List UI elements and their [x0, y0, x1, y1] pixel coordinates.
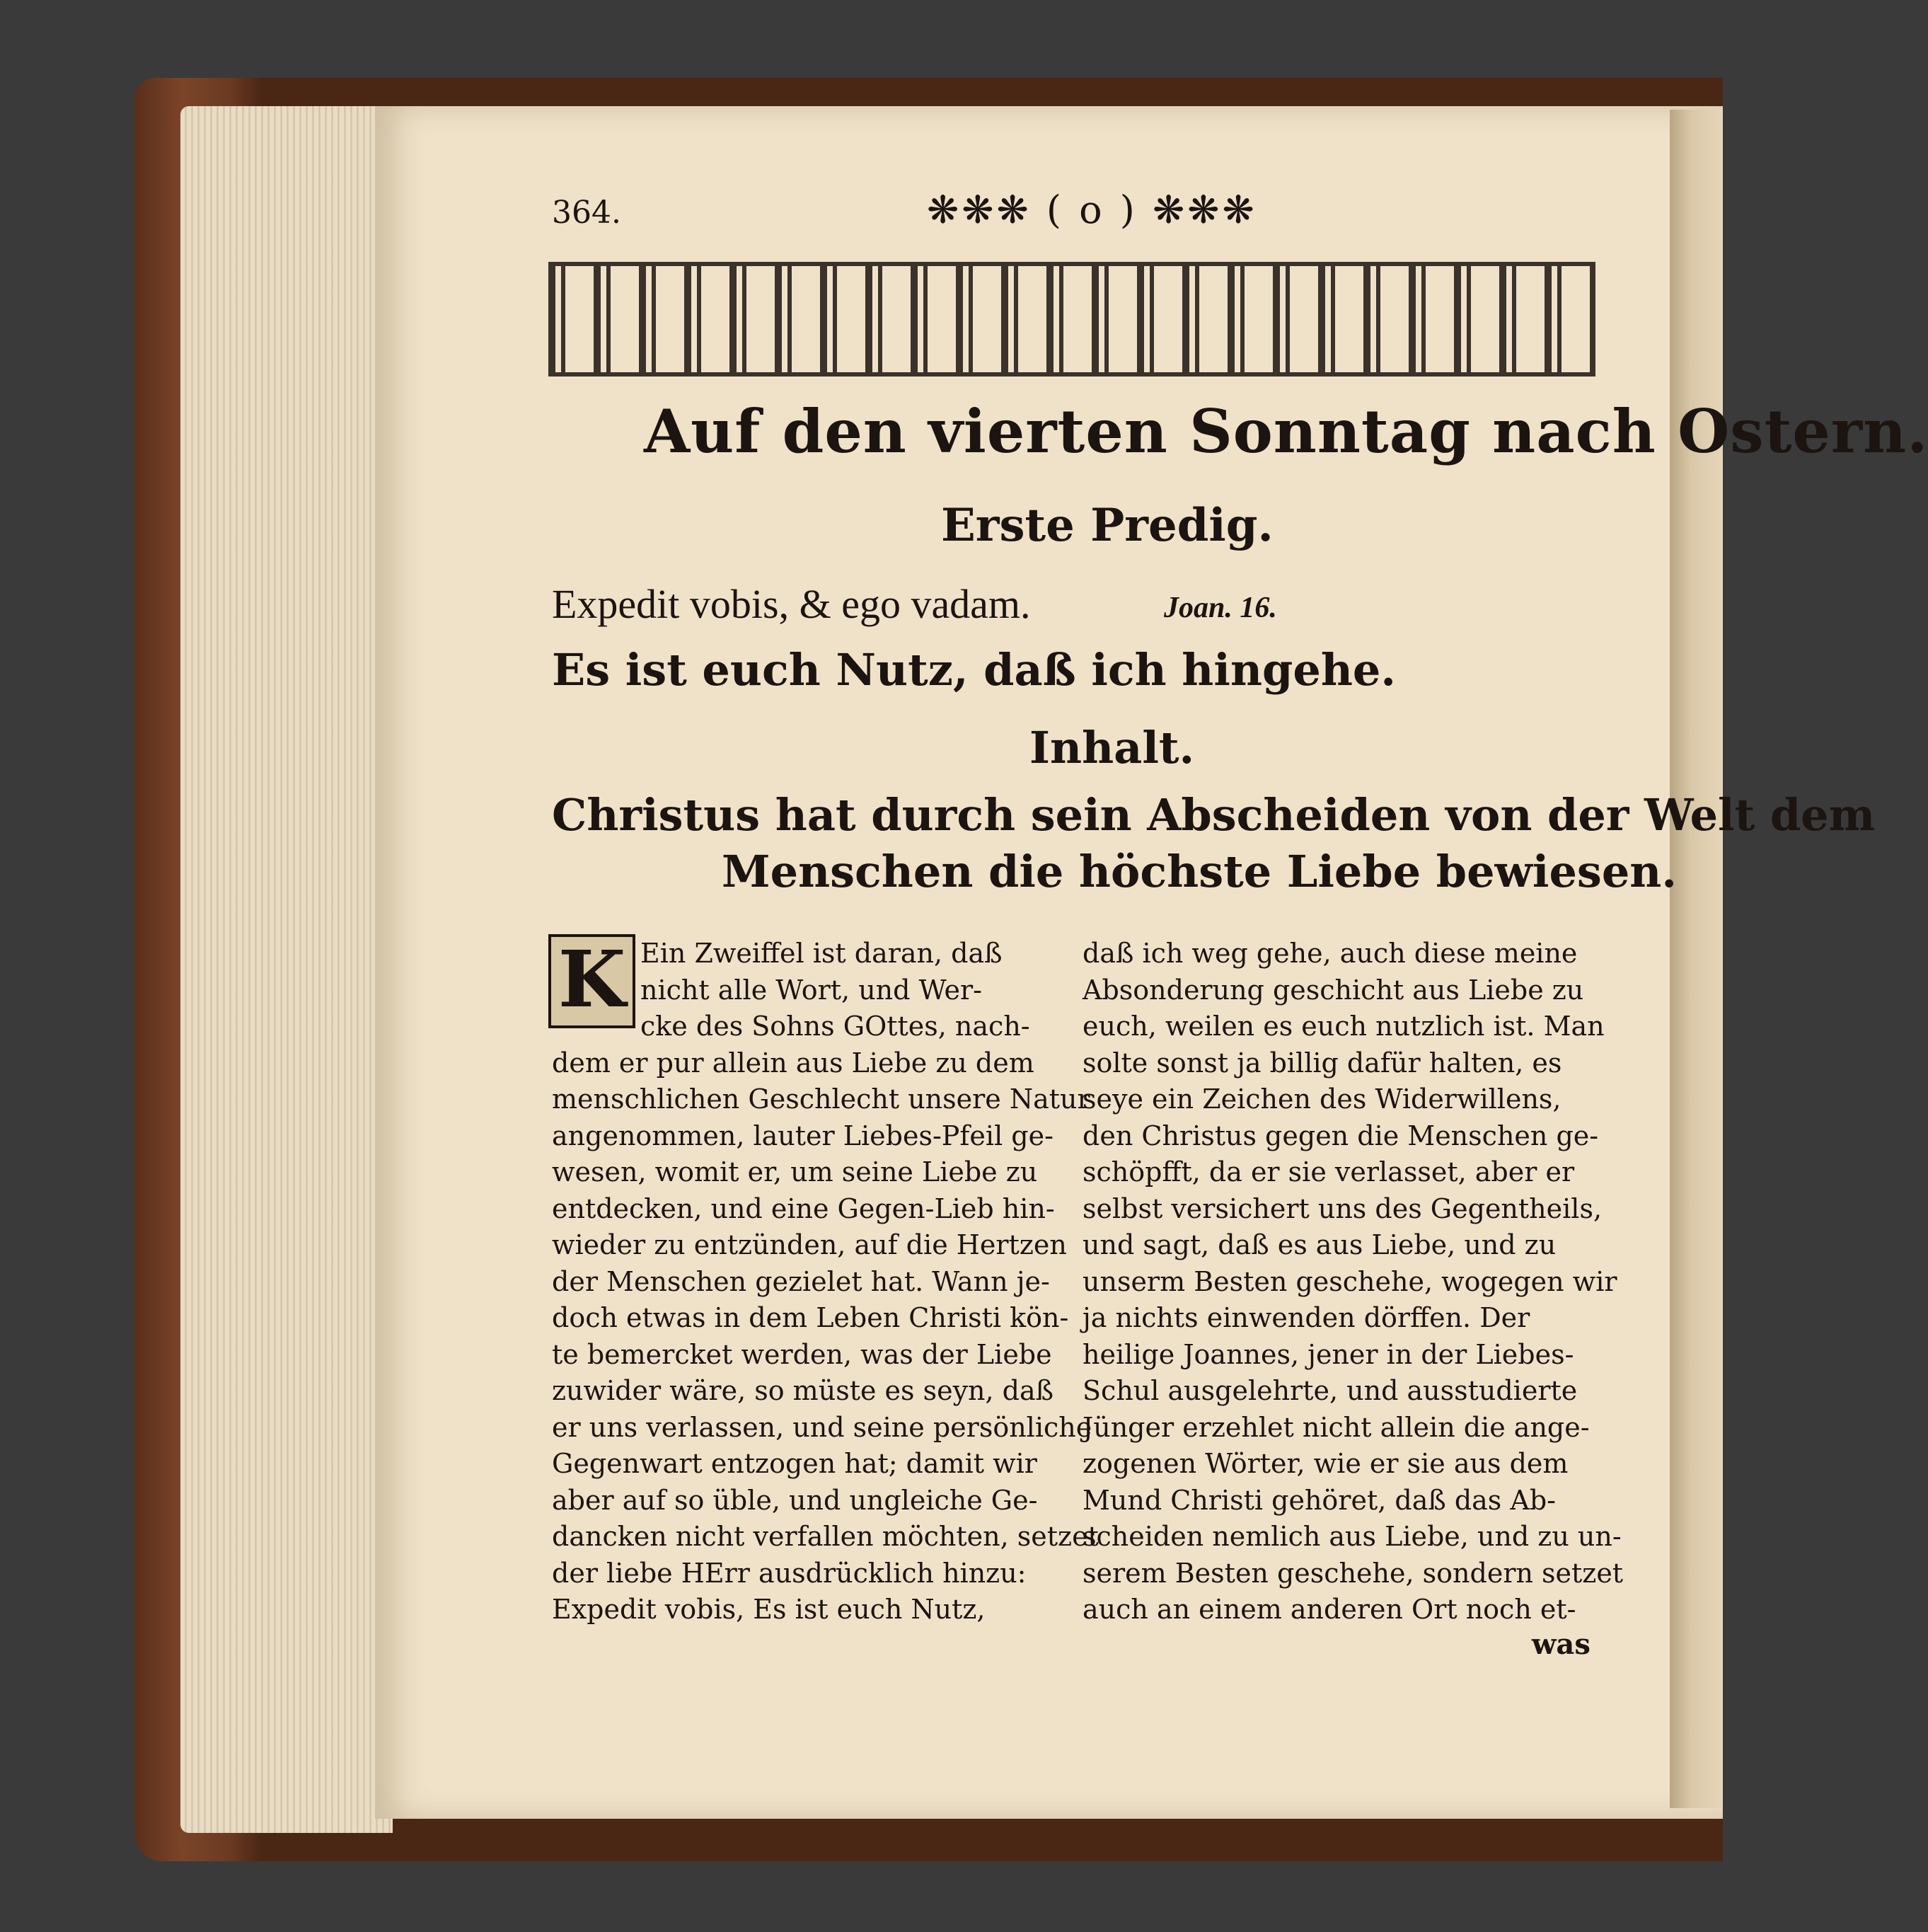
catchword: was	[1532, 1628, 1591, 1661]
text-line: unserm Besten geschehe, wogegen wir	[1083, 1265, 1617, 1297]
text-line: euch, weilen es euch nutzlich ist. Man	[1083, 1011, 1605, 1042]
text-line: Gegenwart entzogen hat; damit wir	[552, 1448, 1037, 1479]
text-line: aber auf so üble, und ungleiche Ge-	[552, 1484, 1038, 1516]
text-line: dem er pur allein aus Liebe zu dem	[552, 1047, 1034, 1079]
text-line: er uns verlassen, und seine persönliche	[552, 1411, 1092, 1443]
text-line: schöpfft, da er sie verlasset, aber er	[1083, 1156, 1575, 1188]
text-line: scheiden nemlich aus Liebe, und zu un-	[1083, 1521, 1622, 1552]
german-quote: Es ist euch Nutz, daß ich hingehe.	[552, 644, 1396, 696]
page-edges	[180, 106, 393, 1833]
header-ornament: ❋❋❋ ( o ) ❋❋❋	[927, 188, 1257, 232]
text-line: selbst versichert uns des Gegentheils,	[1083, 1192, 1603, 1224]
text-line: daß ich weg gehe, auch diese meine	[1083, 938, 1578, 969]
sermon-subtitle: Erste Predig.	[941, 499, 1274, 552]
text-line: auch an einem anderen Ort noch et-	[1083, 1594, 1576, 1625]
text-line: wesen, womit er, um seine Liebe zu	[552, 1156, 1038, 1188]
text-line: zogenen Wörter, wie er sie aus dem	[1083, 1448, 1569, 1479]
text-line: angenommen, lauter Liebes-Pfeil ge-	[552, 1120, 1054, 1151]
text-line: nicht alle Wort, und Wer-	[640, 974, 983, 1006]
text-line: Absonderung geschicht aus Liebe zu	[1083, 974, 1584, 1006]
theme-line-1: Christus hat durch sein Abscheiden von der Welt dem	[552, 789, 1876, 841]
page-number: 364.	[552, 195, 621, 231]
text-line: serem Besten geschehe, sondern setzet	[1083, 1557, 1624, 1589]
bible-citation: Joan. 16.	[1164, 592, 1277, 624]
text-line: der Menschen gezielet hat. Wann je-	[552, 1265, 1050, 1297]
text-line: wieder zu entzünden, auf die Hertzen	[552, 1229, 1067, 1260]
text-line: doch etwas in dem Leben Christi kön-	[552, 1302, 1069, 1333]
ornamental-band	[548, 262, 1595, 376]
drop-cap: K	[548, 934, 635, 1028]
inhalt-heading: Inhalt.	[1029, 722, 1195, 774]
text-line: Schul ausgelehrte, und ausstudierte	[1083, 1375, 1578, 1406]
text-line: Ein Zweiffel ist daran, daß	[640, 938, 1003, 969]
theme-line-2: Menschen die höchste Liebe bewiesen.	[722, 846, 1677, 897]
text-line: entdecken, und eine Gegen-Lieb hin-	[552, 1192, 1055, 1224]
text-line: der liebe HErr ausdrücklich hinzu:	[552, 1557, 1027, 1589]
text-line: menschlichen Geschlecht unsere Natur	[552, 1083, 1090, 1115]
facing-page-edge	[1670, 110, 1723, 1808]
text-line: zuwider wäre, so müste es seyn, daß	[552, 1375, 1054, 1406]
text-line: Expedit vobis, Es ist euch Nutz,	[552, 1594, 986, 1625]
text-line: cke des Sohns GOttes, nach-	[640, 1011, 1030, 1042]
text-line: und sagt, daß es aus Liebe, und zu	[1083, 1229, 1557, 1260]
text-line: seye ein Zeichen des Widerwillens,	[1083, 1083, 1562, 1115]
sermon-title: Auf den vierten Sonntag nach Ostern.	[644, 396, 1928, 466]
text-line: heilige Joannes, jener in der Liebes-	[1083, 1338, 1574, 1370]
latin-quote: Expedit vobis, & ego vadam.	[552, 581, 1031, 627]
text-line: te bemercket werden, was der Liebe	[552, 1338, 1052, 1370]
text-line: Jünger erzehlet nicht allein die ange-	[1083, 1411, 1590, 1443]
text-line: dancken nicht verfallen möchten, setzet	[552, 1521, 1099, 1552]
text-line: solte sonst ja billig dafür halten, es	[1083, 1047, 1562, 1079]
text-line: den Christus gegen die Menschen ge-	[1083, 1120, 1599, 1151]
text-line: ja nichts einwenden dörffen. Der	[1083, 1302, 1530, 1333]
text-line: Mund Christi gehöret, daß das Ab-	[1083, 1484, 1556, 1516]
